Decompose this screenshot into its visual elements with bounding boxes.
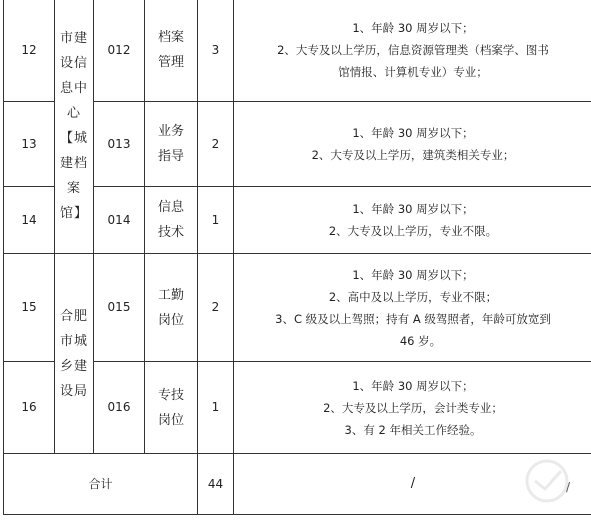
requirement-line: 1、年龄 30 周岁以下；: [352, 202, 474, 216]
requirement-line: 1、年龄 30 周岁以下；: [352, 21, 474, 35]
requirements-cell: [234, 0, 591, 102]
unit-cell: [55, 0, 94, 254]
total-row: [4, 454, 591, 515]
requirement-line: 1、年龄 30 周岁以下；: [352, 267, 474, 282]
row-index: 13: [4, 102, 55, 187]
post-code: 013: [94, 102, 145, 187]
unit-cell: [55, 254, 94, 454]
unit-name: 合肥市城乡建设局: [60, 308, 89, 399]
post-cell: [145, 187, 198, 254]
total-label: 合计: [4, 454, 198, 515]
total-count: 44: [198, 454, 234, 515]
requirement-line: 1、年龄 30 周岁以下；: [352, 378, 474, 393]
requirements-cell: [234, 102, 591, 187]
recruitment-table: [3, 0, 591, 515]
table-row: [4, 0, 591, 102]
requirement-line: 2、大专及以上学历，建筑类相关专业；: [311, 148, 515, 162]
post-name: 业务指导: [157, 124, 184, 164]
post-code: 012: [94, 0, 145, 102]
post-code: 014: [94, 187, 145, 254]
requirement-line: 2、大专及以上学历，会计类专业；: [323, 400, 503, 415]
requirements-cell: [234, 187, 591, 254]
requirement-line: 46 岁。: [399, 333, 442, 348]
post-count: 3: [198, 0, 234, 102]
post-count: 2: [198, 102, 234, 187]
row-index: 15: [4, 254, 55, 362]
requirement-line: 3、有 2 年相关工作经验。: [344, 422, 482, 437]
post-cell: [145, 102, 198, 187]
unit-name: 市建设信息中心【城建档案馆】: [60, 31, 89, 221]
requirement-line: 2、大专及以上学历，专业不限。: [328, 224, 498, 238]
stray-slash-mark: /: [565, 479, 570, 494]
row-index: 14: [4, 187, 55, 254]
post-count: 1: [198, 362, 234, 454]
post-count: 1: [198, 187, 234, 254]
watermark-icon: [517, 456, 577, 506]
requirements-cell: [234, 362, 591, 454]
slash-mark: /: [410, 476, 416, 492]
post-cell: [145, 254, 198, 362]
post-name: 档案管理: [157, 30, 184, 70]
post-count: 2: [198, 254, 234, 362]
requirement-line: 2、高中及以上学历，专业不限；: [328, 289, 498, 304]
post-name: 信息技术: [157, 200, 184, 240]
requirements-cell: [234, 254, 591, 362]
row-index: 16: [4, 362, 55, 454]
post-name: 专技岗位: [157, 387, 184, 428]
row-index: 12: [4, 0, 55, 102]
post-name: 工勤岗位: [157, 287, 184, 328]
post-cell: [145, 0, 198, 102]
requirement-line: 1、年龄 30 周岁以下；: [352, 126, 474, 140]
requirement-line: 2、大专及以上学历，信息资源管理类（档案学、图书: [277, 43, 549, 57]
post-cell: [145, 362, 198, 454]
post-code: 016: [94, 362, 145, 454]
post-code: 015: [94, 254, 145, 362]
requirement-line: 馆情报、计算机专业）专业；: [338, 65, 488, 79]
table-row: [4, 254, 591, 362]
requirement-line: 3、C 级及以上驾照；持有 A 级驾照者，年龄可放宽到: [275, 311, 551, 326]
